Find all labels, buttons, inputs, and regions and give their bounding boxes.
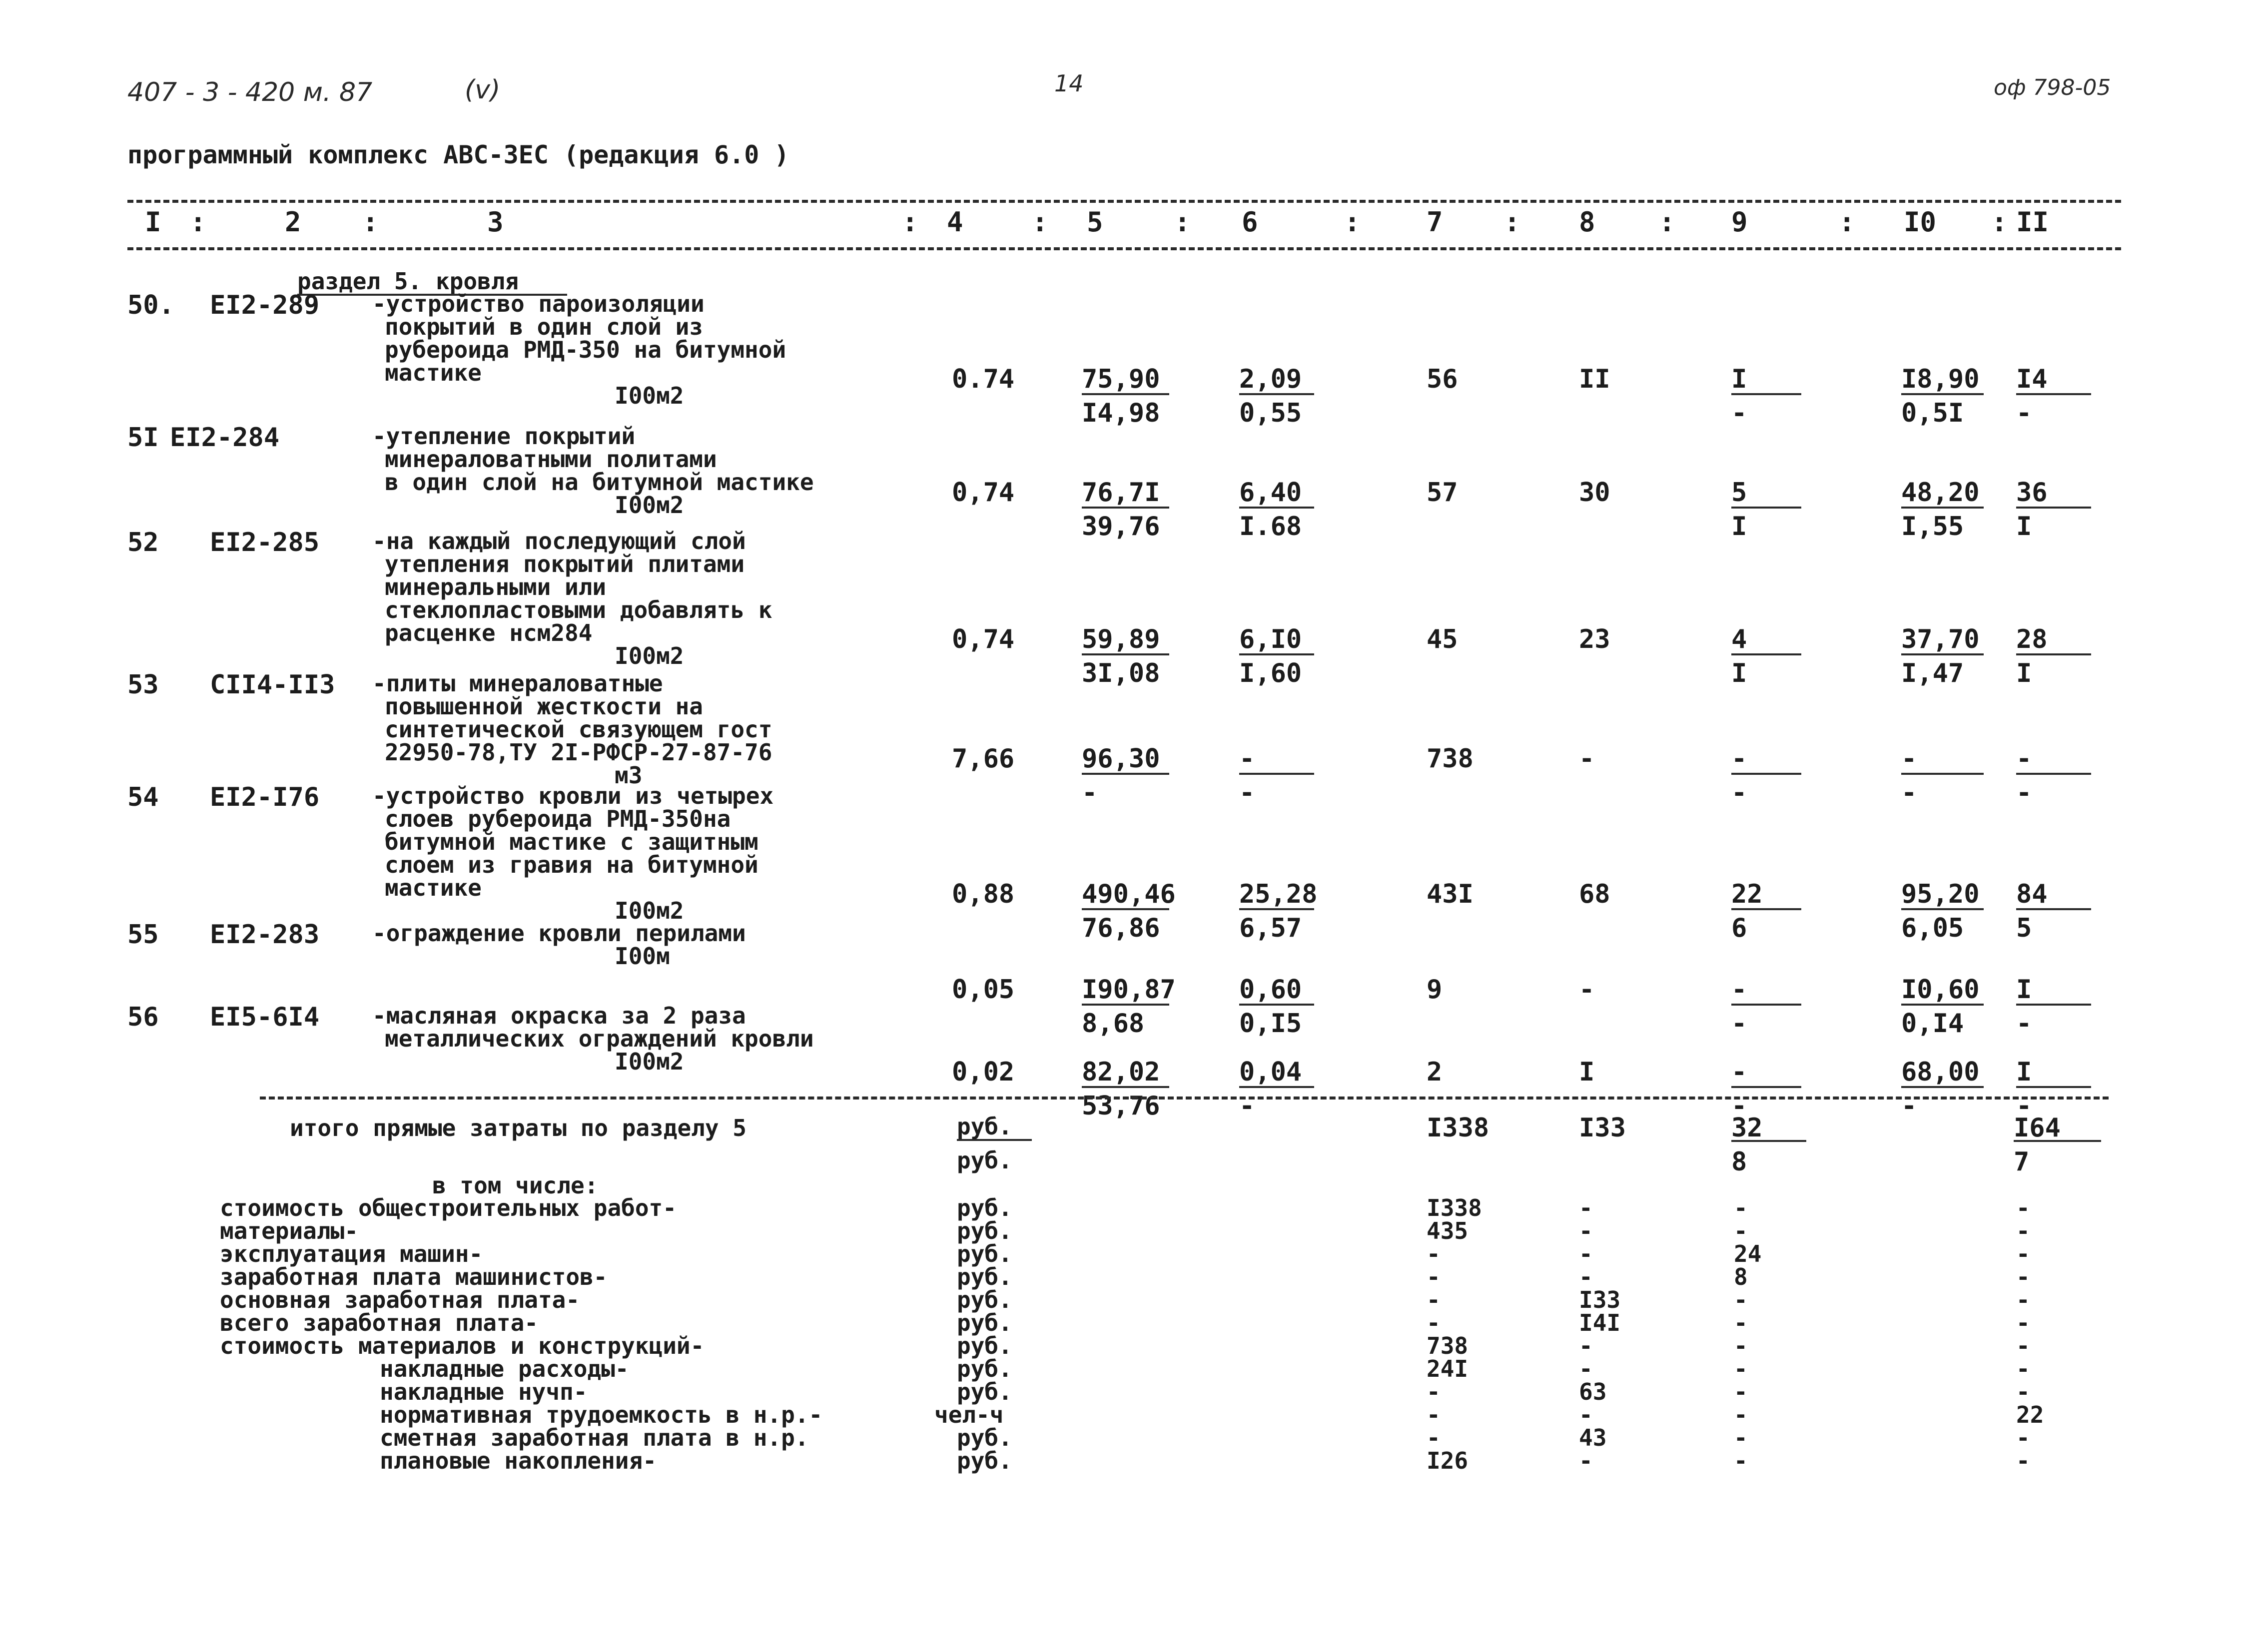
column-header-4: 4 [947,206,963,238]
row-description-line: -на каждый последующий слой [372,528,746,554]
breakdown-c7: - [1427,1309,1441,1336]
breakdown-unit: руб. [957,1194,1012,1221]
breakdown-label: материалы- [220,1217,358,1244]
header-bottom-rule [127,247,2121,250]
breakdown-label: стоимость общестроительных работ- [220,1194,677,1221]
row-c5-underline [1082,908,1169,910]
row-c11-underline [2016,653,2091,655]
row-number: 5I [127,423,159,453]
row-description-line: -плиты минераловатные [372,670,663,697]
row-c7: 57 [1427,478,1458,508]
totals-c11-top: I64 [2014,1113,2061,1143]
row-c10-top: 68,00 [1901,1057,1980,1087]
row-c7: 43I [1427,879,1474,909]
column-header-8: 8 [1579,206,1595,238]
row-c5-underline [1082,773,1169,775]
doc-mark: (v) [465,75,501,105]
column-separator: : [1659,206,1675,238]
row-c9-top: - [1731,1057,1747,1087]
row-description-line: синтетической связующем гост [385,716,772,743]
row-c5-bottom: - [1082,778,1098,808]
breakdown-label: всего заработная плата- [220,1309,538,1336]
row-c5-bottom: 8,68 [1082,1009,1145,1039]
row-c7: 9 [1427,975,1443,1005]
row-c4: 7,66 [952,744,1015,774]
breakdown-c7: - [1427,1263,1441,1290]
row-description-line: слоев рубероида РМД-350на [385,805,731,832]
breakdown-unit: руб. [957,1355,1012,1382]
row-c11-bottom: - [2016,398,2032,428]
row-c5-underline [1082,507,1169,509]
breakdown-c9: - [1734,1332,1748,1359]
row-unit: I00м [615,943,670,970]
breakdown-c11: 22 [2016,1401,2044,1428]
row-c4: 0.74 [952,364,1015,394]
row-c7: 56 [1427,364,1458,394]
breakdown-c8: - [1579,1332,1593,1359]
row-c6-bottom: I,60 [1239,658,1302,688]
row-c10-underline [1901,393,1984,395]
row-code: EI2-I76 [210,782,320,812]
breakdown-c7: I26 [1427,1447,1469,1474]
column-header-11: II [2016,206,2049,238]
row-c10-bottom: I,47 [1901,658,1964,688]
row-unit: I00м2 [615,897,684,924]
row-description-line: стеклопластовыми добавлять к [385,596,772,623]
breakdown-c7: 24I [1427,1355,1469,1382]
row-c11-bottom: - [2016,1009,2032,1039]
row-c11-top: 84 [2016,879,2048,909]
breakdown-label: сметная заработная плата в н.р. [380,1424,809,1451]
breakdown-c7: 435 [1427,1217,1469,1244]
breakdown-c8: - [1579,1355,1593,1382]
row-description-line: расценке нсм284 [385,619,593,646]
row-code: EI5-6I4 [210,1002,320,1032]
breakdown-c9: 8 [1734,1263,1748,1290]
breakdown-c8: - [1579,1240,1593,1267]
row-c10-top: 37,70 [1901,624,1980,654]
column-separator: : [1991,206,2008,238]
breakdown-c7: - [1427,1424,1441,1451]
row-c6-underline [1239,908,1314,910]
row-c5-underline [1082,1086,1169,1088]
row-c9-bottom: I [1731,658,1747,688]
row-c9-underline [1731,393,1801,395]
breakdown-c11: - [2016,1355,2030,1382]
row-c9-top: - [1731,744,1747,774]
row-c8: - [1579,975,1595,1005]
column-separator: : [1839,206,1855,238]
breakdown-unit: чел-ч [934,1401,1004,1428]
breakdown-c11: - [2016,1424,2030,1451]
row-c6-underline [1239,393,1314,395]
row-c7: 45 [1427,624,1458,654]
row-c5-bottom: 76,86 [1082,913,1160,943]
column-separator: : [1504,206,1520,238]
breakdown-title: в том числе: [432,1172,599,1199]
row-c6-underline [1239,653,1314,655]
breakdown-c11: - [2016,1240,2030,1267]
page-number: 14 [1054,70,1084,97]
breakdown-c8: - [1579,1217,1593,1244]
row-c5-top: 76,7I [1082,478,1160,508]
row-unit: м3 [615,762,643,789]
row-c9-bottom: - [1731,778,1747,808]
row-c9-underline [1731,908,1801,910]
row-c11-underline [2016,908,2091,910]
row-c11-top: I [2016,975,2032,1005]
row-code: CII4-II3 [210,670,335,700]
row-c5-top: 75,90 [1082,364,1160,394]
column-header-3: 3 [487,206,504,238]
column-separator: : [1032,206,1048,238]
breakdown-c9: - [1734,1309,1748,1336]
totals-unit-top: руб. [957,1113,1012,1140]
doc-code: 407 - 3 - 420 м. 87 [127,77,373,107]
row-c9-underline [1731,507,1801,509]
breakdown-c11: - [2016,1309,2030,1336]
row-c5-top: I90,87 [1082,975,1176,1005]
row-c10-underline [1901,1086,1984,1088]
row-number: 52 [127,528,159,557]
row-c8: 23 [1579,624,1610,654]
row-c5-top: 59,89 [1082,624,1160,654]
row-c11-bottom: I [2016,658,2032,688]
totals-rule [260,1097,2109,1100]
breakdown-c8: - [1579,1263,1593,1290]
column-separator: : [190,206,206,238]
breakdown-unit: руб. [957,1240,1012,1267]
breakdown-c8: 63 [1579,1378,1607,1405]
row-c9-bottom: - [1731,1009,1747,1039]
column-separator: : [1344,206,1361,238]
breakdown-c8: - [1579,1447,1593,1474]
row-c11-bottom: 5 [2016,913,2032,943]
column-header-1: I [145,206,161,238]
section-title: раздел 5. кровля [297,268,519,295]
breakdown-c7: I338 [1427,1194,1482,1221]
row-c6-bottom: - [1239,1091,1255,1121]
row-c8: 68 [1579,879,1610,909]
row-c11-top: 36 [2016,478,2048,508]
row-description-line: -ограждение кровли перилами [372,920,746,947]
totals-c11-bottom: 7 [2014,1147,2030,1177]
row-c6-underline [1239,507,1314,509]
row-unit: I00м2 [615,642,684,669]
breakdown-unit: руб. [957,1263,1012,1290]
breakdown-c7: - [1427,1401,1441,1428]
row-code: EI2-283 [210,920,320,950]
row-number: 53 [127,670,159,700]
row-c11-bottom: I [2016,512,2032,542]
row-unit: I00м2 [615,492,684,519]
row-c6-underline [1239,1086,1314,1088]
row-c4: 0,88 [952,879,1015,909]
breakdown-unit: руб. [957,1309,1012,1336]
row-number: 56 [127,1002,159,1032]
row-c9-bottom: - [1731,398,1747,428]
row-description-line: -устройство кровли из четырех [372,782,774,809]
row-c10-top: - [1901,744,1917,774]
row-c6-underline [1239,1004,1314,1006]
breakdown-c9: - [1734,1378,1748,1405]
totals-unit-bottom: руб. [957,1147,1012,1174]
row-c9-underline [1731,773,1801,775]
row-c7: 2 [1427,1057,1443,1087]
row-description-line: мастике [385,359,482,386]
breakdown-label: эксплуатация машин- [220,1240,483,1267]
row-c6-bottom: 0,55 [1239,398,1302,428]
row-c9-top: 5 [1731,478,1747,508]
row-c6-top: 6,40 [1239,478,1302,508]
row-c5-underline [1082,1004,1169,1006]
row-c9-bottom: - [1731,1091,1747,1121]
breakdown-c11: - [2016,1447,2030,1474]
row-c11-bottom: - [2016,1091,2032,1121]
row-description-line: утепления покрытий плитами [385,551,745,577]
row-c9-underline [1731,1086,1801,1088]
row-c5-top: 96,30 [1082,744,1160,774]
column-separator: : [1174,206,1191,238]
breakdown-c9: - [1734,1355,1748,1382]
column-header-5: 5 [1087,206,1103,238]
breakdown-label: заработная плата машинистов- [220,1263,608,1290]
row-c10-top: 48,20 [1901,478,1980,508]
breakdown-label: стоимость материалов и конструкций- [220,1332,705,1359]
row-c10-top: 95,20 [1901,879,1980,909]
breakdown-c11: - [2016,1332,2030,1359]
column-header-2: 2 [285,206,301,238]
program-title: программный комплекс АВС-ЗЕС (редакция 6.0 ) [127,140,789,169]
column-header-6: 6 [1242,206,1258,238]
row-code: EI2-285 [210,528,320,557]
form-code: оф 798-05 [1994,75,2111,100]
row-description-line: минеральными или [385,573,607,600]
breakdown-c9: - [1734,1217,1748,1244]
row-c10-bottom: - [1901,778,1917,808]
column-header-10: I0 [1904,206,1937,238]
totals-c7: I338 [1427,1113,1490,1143]
row-description-line: повышенной жесткости на [385,693,703,720]
row-c6-bottom: 0,I5 [1239,1009,1302,1039]
row-c5-bottom: 3I,08 [1082,658,1160,688]
row-c9-underline [1731,653,1801,655]
row-c10-top: I0,60 [1901,975,1980,1005]
row-c5-bottom: 53,76 [1082,1091,1160,1121]
row-c5-bottom: I4,98 [1082,398,1160,428]
row-c5-underline [1082,653,1169,655]
breakdown-c7: - [1427,1378,1441,1405]
breakdown-unit: руб. [957,1286,1012,1313]
row-c10-top: I8,90 [1901,364,1980,394]
breakdown-c11: - [2016,1378,2030,1405]
row-c10-bottom: 6,05 [1901,913,1964,943]
row-c6-bottom: - [1239,778,1255,808]
row-c6-top: - [1239,744,1255,774]
breakdown-c11: - [2016,1286,2030,1313]
row-description-line: 22950-78,ТУ 2I-РФСР-27-87-76 [385,739,772,766]
row-c9-top: 4 [1731,624,1747,654]
totals-c11-underline [2014,1140,2101,1142]
row-description-line: -устройство пароизоляции [372,290,705,317]
row-code: EI2-289 [210,290,320,320]
column-header-7: 7 [1427,206,1443,238]
breakdown-c8: - [1579,1401,1593,1428]
row-c6-bottom: 6,57 [1239,913,1302,943]
row-c10-underline [1901,773,1984,775]
breakdown-c9: - [1734,1447,1748,1474]
row-c9-bottom: 6 [1731,913,1747,943]
row-c5-bottom: 39,76 [1082,512,1160,542]
row-c9-underline [1731,1004,1801,1006]
row-c7: 738 [1427,744,1474,774]
totals-unit-underline [957,1139,1032,1141]
row-c9-top: I [1731,364,1747,394]
row-description-line: в один слой на битумной мастике [385,469,814,496]
row-description-line: покрытий в один слой из [385,313,703,340]
breakdown-c8: I33 [1579,1286,1621,1313]
row-number: 55 [127,920,159,950]
row-c11-underline [2016,507,2091,509]
column-separator: : [362,206,379,238]
row-c5-top: 82,02 [1082,1057,1160,1087]
row-c8: 30 [1579,478,1610,508]
row-c11-underline [2016,393,2091,395]
row-c11-top: - [2016,744,2032,774]
row-c8: - [1579,744,1595,774]
row-description-line: битумной мастике с защитным [385,828,758,855]
breakdown-label: накладные расходы- [380,1355,629,1382]
row-c5-underline [1082,393,1169,395]
row-description-line: рубероида РМД-350 на битумной [385,336,786,363]
row-c11-top: I [2016,1057,2032,1087]
breakdown-c7: 738 [1427,1332,1469,1359]
row-c4: 0,05 [952,975,1015,1005]
row-c10-underline [1901,1004,1984,1006]
row-description-line: мастике [385,874,482,901]
row-description-line: -масляная окраска за 2 раза [372,1002,746,1029]
breakdown-c9: - [1734,1286,1748,1313]
row-c11-underline [2016,1086,2091,1088]
row-c4: 0,74 [952,624,1015,654]
row-number: 54 [127,782,159,812]
breakdown-label: плановые накопления- [380,1447,657,1474]
row-c8: I [1579,1057,1595,1087]
row-c11-bottom: - [2016,778,2032,808]
breakdown-c11: - [2016,1263,2030,1290]
breakdown-c11: - [2016,1217,2030,1244]
row-c6-top: 25,28 [1239,879,1318,909]
row-c6-top: 0,04 [1239,1057,1302,1087]
row-description-line: металлических ограждений кровли [385,1025,814,1052]
breakdown-c11: - [2016,1194,2030,1221]
row-c4: 0,02 [952,1057,1015,1087]
breakdown-unit: руб. [957,1217,1012,1244]
row-c10-underline [1901,653,1984,655]
breakdown-label: накладные нучп- [380,1378,588,1405]
row-c11-top: 28 [2016,624,2048,654]
breakdown-c7: - [1427,1240,1441,1267]
row-unit: I00м2 [615,382,684,409]
breakdown-label: нормативная трудоемкость в н.р.- [380,1401,823,1428]
breakdown-label: основная заработная плата- [220,1286,580,1313]
row-c11-underline [2016,773,2091,775]
row-c9-top: 22 [1731,879,1763,909]
breakdown-unit: руб. [957,1447,1012,1474]
breakdown-c8: I4I [1579,1309,1621,1336]
column-header-9: 9 [1731,206,1748,238]
column-separator: : [902,206,918,238]
row-c6-top: 2,09 [1239,364,1302,394]
row-c8: II [1579,364,1610,394]
row-c10-underline [1901,908,1984,910]
row-c10-bottom: 0,5I [1901,398,1964,428]
row-c9-top: - [1731,975,1747,1005]
breakdown-c8: 43 [1579,1424,1607,1451]
breakdown-c9: - [1734,1424,1748,1451]
row-c6-top: 6,I0 [1239,624,1302,654]
header-top-rule [127,200,2121,203]
breakdown-unit: руб. [957,1378,1012,1405]
row-number: 50. [127,290,174,320]
row-c6-bottom: I.68 [1239,512,1302,542]
row-c11-top: I4 [2016,364,2048,394]
row-unit: I00м2 [615,1048,684,1075]
row-c9-bottom: I [1731,512,1747,542]
totals-c9-underline [1731,1140,1806,1142]
row-c10-bottom: - [1901,1091,1917,1121]
breakdown-unit: руб. [957,1424,1012,1451]
row-c6-top: 0,60 [1239,975,1302,1005]
breakdown-c9: - [1734,1401,1748,1428]
row-c5-top: 490,46 [1082,879,1176,909]
totals-c9-top: 32 [1731,1113,1763,1143]
breakdown-unit: руб. [957,1332,1012,1359]
row-c10-bottom: I,55 [1901,512,1964,542]
totals-c9-bottom: 8 [1731,1147,1747,1177]
row-c10-underline [1901,507,1984,509]
breakdown-c9: - [1734,1194,1748,1221]
breakdown-c8: - [1579,1194,1593,1221]
breakdown-c7: - [1427,1286,1441,1313]
row-c11-underline [2016,1004,2091,1006]
row-description-line: слоем из гравия на битумной [385,851,758,878]
row-code: EI2-284 [170,423,280,453]
row-c4: 0,74 [952,478,1015,508]
breakdown-c9: 24 [1734,1240,1762,1267]
row-description-line: минераловатными политами [385,446,717,473]
row-description-line: -утепление покрытий [372,423,636,450]
row-c10-bottom: 0,I4 [1901,1009,1964,1039]
row-c6-underline [1239,773,1314,775]
totals-c8: I33 [1579,1113,1626,1143]
totals-label: итого прямые затраты по разделу 5 [290,1114,747,1141]
